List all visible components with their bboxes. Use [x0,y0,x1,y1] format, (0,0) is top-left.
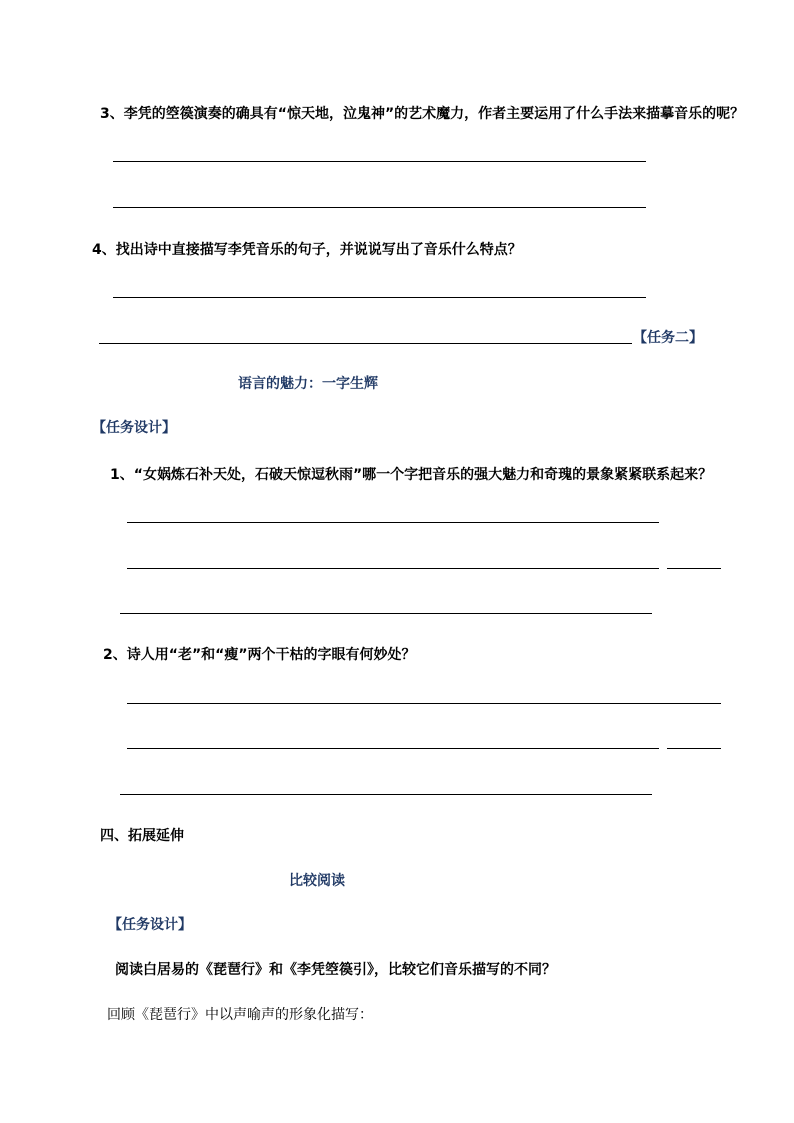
section-four-heading: 四、拓展延伸 [100,828,184,844]
compare-reading-title: 比较阅读 [289,873,345,889]
answer-line[interactable] [127,522,659,523]
compare-prompt-text: 阅读白居易的《琵琶行》和《李凭箜篌引》，比较它们音乐描写的不同？ [115,962,556,978]
task-two-label: 【任务二】 [633,330,703,346]
task-question-2-text: 2、诗人用“老”和“瘦”两个干枯的字眼有何妙处？ [103,647,416,663]
answer-line[interactable] [99,343,632,344]
answer-line[interactable] [127,703,721,704]
question-4-text: 4、找出诗中直接描写李凭音乐的句子，并说说写出了音乐什么特点？ [92,242,522,258]
question-3-text: 3、李凭的箜篌演奏的确具有“惊天地，泣鬼神”的艺术魔力，作者主要运用了什么手法来描摹音乐的呢？ [100,106,745,122]
answer-line[interactable] [113,297,646,298]
answer-line[interactable] [667,748,721,749]
review-prompt-text: 回顾《琵琶行》中以声喻声的形象化描写： [107,1007,373,1023]
task-design-label: 【任务设计】 [92,420,176,436]
answer-line[interactable] [127,748,659,749]
answer-line[interactable] [127,568,659,569]
language-section-title: 语言的魅力：一字生辉 [238,376,378,392]
answer-line[interactable] [113,161,646,162]
answer-line[interactable] [113,207,646,208]
answer-line[interactable] [120,613,652,614]
answer-line[interactable] [120,794,652,795]
answer-line[interactable] [667,568,721,569]
task-design-label: 【任务设计】 [108,917,192,933]
task-question-1-text: 1、“女娲炼石补天处，石破天惊逗秋雨”哪一个字把音乐的强大魅力和奇瑰的景象紧紧联系起来？ [110,467,713,483]
